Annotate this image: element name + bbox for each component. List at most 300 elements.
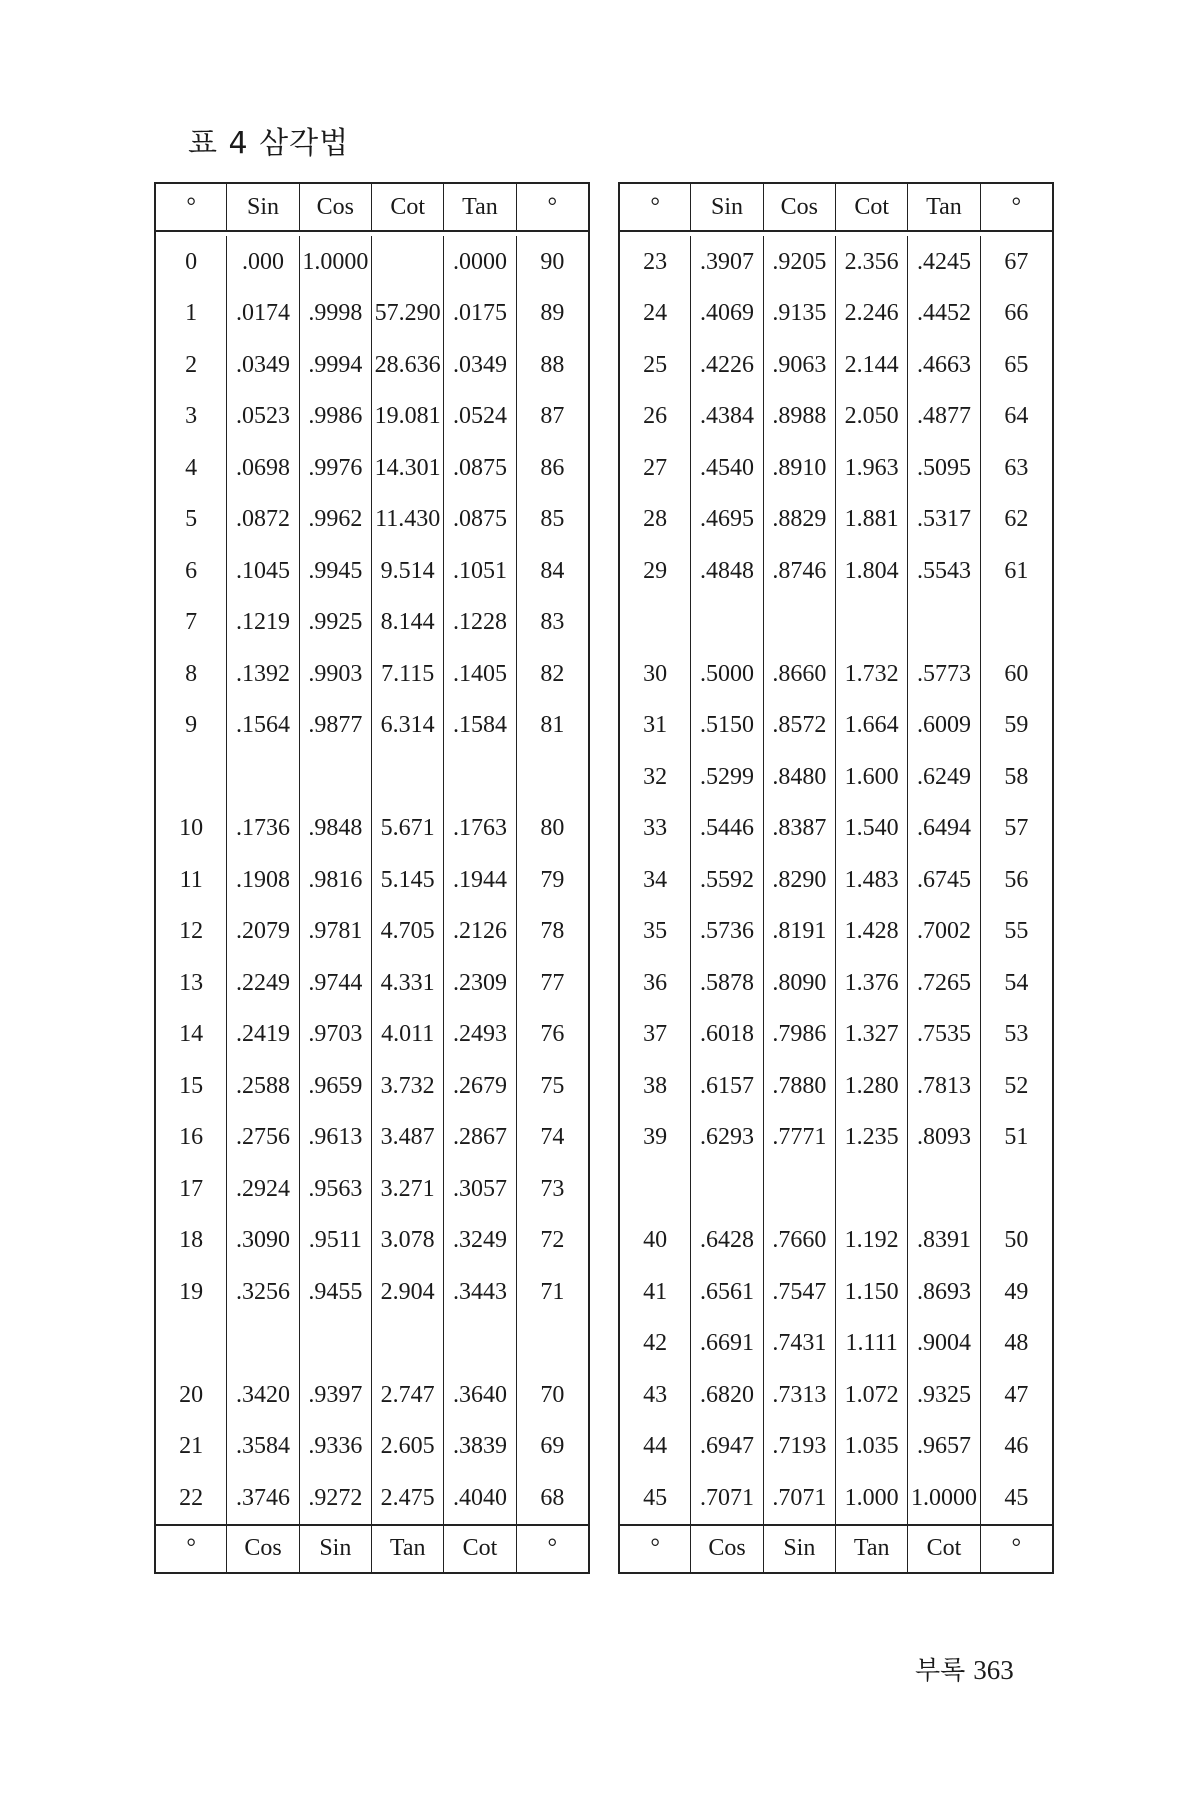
table-cell: .8660 [764, 648, 836, 700]
table-row [156, 854, 588, 906]
table-row [156, 1112, 588, 1164]
table-cell: .8191 [764, 906, 836, 958]
table-row [156, 391, 588, 443]
table-cell: 1.881 [836, 494, 908, 546]
table-cell: 3.487 [372, 1112, 444, 1164]
table-row [156, 494, 588, 546]
table-cell: 74 [540, 1124, 565, 1150]
table-cell: 15 [156, 1060, 227, 1112]
table-cell: 29 [620, 545, 691, 597]
table-cell: 70 [540, 1381, 565, 1408]
table-cell: 1.376 [836, 957, 908, 1009]
table-cell: .9659 [300, 1060, 372, 1112]
table-row [156, 1472, 588, 1524]
table-cell: 55 [1004, 918, 1029, 944]
table-cell [691, 1163, 763, 1215]
table-row [620, 1421, 1052, 1473]
table-cell: 79 [540, 866, 565, 893]
table-cell: 33 [620, 803, 691, 855]
table-cell [372, 751, 444, 803]
table-cell: .6494 [908, 803, 980, 855]
footer-label: 부록 [915, 1656, 966, 1686]
table-cell: .3249 [444, 1215, 516, 1267]
table-cell: 4 [156, 442, 227, 494]
table-cell: .3839 [444, 1421, 516, 1473]
table-cell [981, 1163, 1052, 1215]
table-cell: .1736 [227, 803, 299, 855]
table-cell: .9657 [908, 1421, 980, 1473]
table-cell: 65 [1004, 351, 1029, 378]
table-row [156, 1318, 588, 1370]
table-cell: 59 [1004, 712, 1029, 738]
table-cell [300, 1318, 372, 1370]
table-cell: 30 [620, 648, 691, 700]
table-cell: 2 [156, 339, 227, 391]
table-cell: 85 [540, 506, 565, 532]
table-row [620, 236, 1052, 288]
header-cell: Tan [444, 184, 516, 230]
table-cell [836, 1163, 908, 1215]
table-cell: 7 [156, 597, 227, 649]
table-row [156, 1060, 588, 1112]
table-cell: .9816 [300, 854, 372, 906]
header-cell: ° [547, 193, 558, 220]
table-cell: .0349 [227, 339, 299, 391]
table-cell: 50 [1004, 1227, 1029, 1253]
header-cell: Cos [691, 1526, 763, 1572]
table-cell: 43 [620, 1369, 691, 1421]
table-cell: .7071 [691, 1472, 763, 1524]
table-cell: 1.540 [836, 803, 908, 855]
table-cell: .2126 [444, 906, 516, 958]
table-cell: .9511 [300, 1215, 372, 1267]
table-cell: 5 [156, 494, 227, 546]
table-cell: 19.081 [372, 391, 444, 443]
table-cell: 37 [620, 1009, 691, 1061]
table-cell: 13 [156, 957, 227, 1009]
table-cell: .9004 [908, 1318, 980, 1370]
table-cell: .1405 [444, 648, 516, 700]
header-cell: ° [156, 1526, 227, 1572]
page-footer [915, 1650, 1014, 1687]
table-cell: .1564 [227, 700, 299, 752]
table-cell: 1.072 [836, 1369, 908, 1421]
table-row [620, 906, 1052, 958]
header-cell: Cos [227, 1526, 299, 1572]
table-row [156, 906, 588, 958]
table-cell: .9744 [300, 957, 372, 1009]
table-cell: 1.235 [836, 1112, 908, 1164]
table-row [620, 854, 1052, 906]
table-cell: .6157 [691, 1060, 763, 1112]
table-cell: .6009 [908, 700, 980, 752]
table-footer [156, 1524, 588, 1572]
table-cell: .8988 [764, 391, 836, 443]
table-cell: .9563 [300, 1163, 372, 1215]
table-cell: 90 [540, 248, 565, 275]
table-cell: 82 [540, 660, 565, 687]
table-cell: .9994 [300, 339, 372, 391]
table-cell [764, 1163, 836, 1215]
table-cell: .1392 [227, 648, 299, 700]
table-cell: .7547 [764, 1266, 836, 1318]
table-row [620, 803, 1052, 855]
table-row [156, 236, 588, 288]
table-cell: 47 [1004, 1381, 1029, 1408]
table-cell: 1 [156, 288, 227, 340]
table-row [620, 1163, 1052, 1215]
table-cell: 32 [620, 751, 691, 803]
header-cell: Sin [691, 184, 763, 230]
table-cell: .2419 [227, 1009, 299, 1061]
table-row [620, 1215, 1052, 1267]
table-row [620, 1112, 1052, 1164]
table-cell: .5000 [691, 648, 763, 700]
table-row [156, 957, 588, 1009]
table-cell: .3057 [444, 1163, 516, 1215]
table-header [156, 184, 588, 232]
table-cell: .5543 [908, 545, 980, 597]
table-cell: 39 [620, 1112, 691, 1164]
table-cell: .8093 [908, 1112, 980, 1164]
table-row [156, 597, 588, 649]
table-row [156, 442, 588, 494]
table-cell: .9962 [300, 494, 372, 546]
table-cell: .0000 [444, 236, 516, 288]
table-cell: .7660 [764, 1215, 836, 1267]
table-cell: .5773 [908, 648, 980, 700]
header-cell: Cot [836, 184, 908, 230]
table-cell: 26 [620, 391, 691, 443]
table-cell: .2924 [227, 1163, 299, 1215]
header-cell: Sin [300, 1526, 372, 1572]
table-cell: 14.301 [372, 442, 444, 494]
table-cell: .6561 [691, 1266, 763, 1318]
table-cell: .0175 [444, 288, 516, 340]
header-cell: Cot [372, 184, 444, 230]
table-cell: 49 [1004, 1278, 1029, 1305]
table-cell: .4848 [691, 545, 763, 597]
table-cell: .7193 [764, 1421, 836, 1473]
table-cell: 1.327 [836, 1009, 908, 1061]
table-cell: 84 [540, 557, 565, 584]
table-cell: .9848 [300, 803, 372, 855]
table-cell: 4.331 [372, 957, 444, 1009]
table-row [156, 1266, 588, 1318]
table-row [620, 494, 1052, 546]
table-cell: .9336 [300, 1421, 372, 1473]
header-cell: ° [620, 1526, 691, 1572]
header-cell: Sin [227, 184, 299, 230]
table-cell: 1.963 [836, 442, 908, 494]
table-cell: .7813 [908, 1060, 980, 1112]
table-cell: .8391 [908, 1215, 980, 1267]
table-cell: .6249 [908, 751, 980, 803]
table-cell: .5317 [908, 494, 980, 546]
table-cell: .7771 [764, 1112, 836, 1164]
table-cell: .1763 [444, 803, 516, 855]
table-cell: 44 [620, 1421, 691, 1473]
table-cell: .0174 [227, 288, 299, 340]
table-cell: .4695 [691, 494, 763, 546]
table-cell: 34 [620, 854, 691, 906]
table-cell: .1944 [444, 854, 516, 906]
table-cell: 1.192 [836, 1215, 908, 1267]
header-cell: Tan [372, 1526, 444, 1572]
table-cell: 67 [1004, 248, 1029, 275]
table-cell [691, 597, 763, 649]
table-footer [620, 1524, 1052, 1572]
header-cell: ° [547, 1535, 558, 1562]
table-cell: .3907 [691, 236, 763, 288]
table-cell [981, 597, 1052, 649]
table-cell: 2.605 [372, 1421, 444, 1473]
table-row [156, 648, 588, 700]
table-cell: .2867 [444, 1112, 516, 1164]
table-cell: .9976 [300, 442, 372, 494]
table-row [620, 1318, 1052, 1370]
table-cell: .9613 [300, 1112, 372, 1164]
table-row [620, 1472, 1052, 1524]
table-cell: 28 [620, 494, 691, 546]
table-cell: .1908 [227, 854, 299, 906]
table-cell: .8693 [908, 1266, 980, 1318]
table-row [620, 339, 1052, 391]
table-body [156, 232, 588, 1524]
table-cell: 80 [540, 815, 565, 841]
table-cell: 4.705 [372, 906, 444, 958]
table-cell: 1.483 [836, 854, 908, 906]
table-cell: .6947 [691, 1421, 763, 1473]
table-cell: 88 [540, 351, 565, 378]
table-cell [908, 1163, 980, 1215]
table-row [620, 1060, 1052, 1112]
table-cell: 23 [620, 236, 691, 288]
table-cell: 63 [1004, 454, 1029, 481]
table-cell: 38 [620, 1060, 691, 1112]
header-cell: Cos [764, 184, 836, 230]
table-cell [517, 751, 588, 803]
table-cell: 78 [540, 918, 565, 944]
table-cell: 45 [620, 1472, 691, 1524]
table-cell: 40 [620, 1215, 691, 1267]
table-cell: 1.600 [836, 751, 908, 803]
table-cell: .5446 [691, 803, 763, 855]
table-row [156, 545, 588, 597]
table-cell: 46 [1004, 1433, 1029, 1459]
table-row [156, 751, 588, 803]
table-cell: .9703 [300, 1009, 372, 1061]
table-cell: .5095 [908, 442, 980, 494]
table-cell: 12 [156, 906, 227, 958]
table-cell: .6691 [691, 1318, 763, 1370]
table-cell [227, 1318, 299, 1370]
table-row [620, 545, 1052, 597]
table-header [620, 184, 1052, 232]
table-cell: 57.290 [372, 288, 444, 340]
table-cell: 75 [540, 1072, 565, 1099]
table-cell: .4452 [908, 288, 980, 340]
table-cell: 89 [540, 300, 565, 326]
header-cell: ° [1011, 1535, 1022, 1562]
table-cell: 61 [1004, 557, 1029, 584]
header-cell: Sin [764, 1526, 836, 1572]
table-cell: 2.904 [372, 1266, 444, 1318]
table-cell: 48 [1004, 1330, 1029, 1356]
table-cell: 3 [156, 391, 227, 443]
table-cell: 1.664 [836, 700, 908, 752]
table-cell [517, 1318, 588, 1370]
table-cell: 83 [540, 609, 565, 635]
table-cell: .6293 [691, 1112, 763, 1164]
table-cell: 72 [540, 1227, 565, 1253]
header-cell: ° [620, 184, 691, 230]
table-cell: 56 [1004, 866, 1029, 893]
table-cell: .7002 [908, 906, 980, 958]
table-cell: 57 [1004, 815, 1029, 841]
table-cell: .1584 [444, 700, 516, 752]
table-cell: .0349 [444, 339, 516, 391]
table-cell: .3640 [444, 1369, 516, 1421]
page-number: 363 [973, 1655, 1014, 1685]
table-cell: 5.671 [372, 803, 444, 855]
table-cell: 1.280 [836, 1060, 908, 1112]
table-cell: .8387 [764, 803, 836, 855]
table-cell: .0872 [227, 494, 299, 546]
table-cell: .000 [227, 236, 299, 288]
table-cell: 1.804 [836, 545, 908, 597]
table-cell: 21 [156, 1421, 227, 1473]
table-cell [156, 751, 227, 803]
table-cell: .4226 [691, 339, 763, 391]
table-cell: .7071 [764, 1472, 836, 1524]
table-cell: 31 [620, 700, 691, 752]
table-row [620, 648, 1052, 700]
header-cell: ° [156, 184, 227, 230]
table-cell: .9325 [908, 1369, 980, 1421]
table-cell: .5299 [691, 751, 763, 803]
table-cell: 8.144 [372, 597, 444, 649]
table-cell: 17 [156, 1163, 227, 1215]
table-cell: .8746 [764, 545, 836, 597]
table-cell [444, 751, 516, 803]
table-cell: 6 [156, 545, 227, 597]
table-cell: .6428 [691, 1215, 763, 1267]
table-cell: .4540 [691, 442, 763, 494]
table-cell: 9.514 [372, 545, 444, 597]
table-cell: .3256 [227, 1266, 299, 1318]
table-cell: .7431 [764, 1318, 836, 1370]
table-cell: 35 [620, 906, 691, 958]
table-cell: 66 [1004, 300, 1029, 326]
table-row [156, 700, 588, 752]
table-cell [372, 1318, 444, 1370]
table-cell: 60 [1004, 660, 1029, 687]
table-cell: 2.356 [836, 236, 908, 288]
table-cell: .1219 [227, 597, 299, 649]
table-cell: .9205 [764, 236, 836, 288]
table-cell: .2309 [444, 957, 516, 1009]
table-cell: .4245 [908, 236, 980, 288]
table-cell: 3.271 [372, 1163, 444, 1215]
table-cell: 86 [540, 454, 565, 481]
table-cell: .4877 [908, 391, 980, 443]
table-cell: .9998 [300, 288, 372, 340]
table-cell: 7.115 [372, 648, 444, 700]
table-cell: 73 [540, 1175, 565, 1202]
table-cell: 11 [156, 854, 227, 906]
table-cell: .4384 [691, 391, 763, 443]
table-body [620, 232, 1052, 1524]
table-cell: 1.0000 [908, 1472, 980, 1524]
table-cell: 10 [156, 803, 227, 855]
table-cell [908, 597, 980, 649]
table-cell: .6018 [691, 1009, 763, 1061]
table-cell: .6820 [691, 1369, 763, 1421]
table-cell: .9397 [300, 1369, 372, 1421]
table-cell: .8910 [764, 442, 836, 494]
table-row [620, 442, 1052, 494]
table-cell: 11.430 [372, 494, 444, 546]
table-cell: .7986 [764, 1009, 836, 1061]
table-cell: 28.636 [372, 339, 444, 391]
table-cell: .4663 [908, 339, 980, 391]
table-cell: .2079 [227, 906, 299, 958]
table-cell: 81 [540, 712, 565, 738]
table-cell: 8 [156, 648, 227, 700]
table-cell [444, 1318, 516, 1370]
table-cell: 3.732 [372, 1060, 444, 1112]
table-cell: 1.428 [836, 906, 908, 958]
header-cell: Cot [444, 1526, 516, 1572]
table-cell: 53 [1004, 1021, 1029, 1047]
header-cell: Tan [908, 184, 980, 230]
table-row [620, 391, 1052, 443]
table-cell: .4040 [444, 1472, 516, 1524]
table-cell: 25 [620, 339, 691, 391]
table-cell: .5878 [691, 957, 763, 1009]
table-cell: .9272 [300, 1472, 372, 1524]
table-row [620, 597, 1052, 649]
table-cell: 2.475 [372, 1472, 444, 1524]
table-cell: .8572 [764, 700, 836, 752]
table-cell: 64 [1004, 403, 1029, 429]
table-cell [372, 236, 444, 288]
table-cell: .8480 [764, 751, 836, 803]
table-cell: .2493 [444, 1009, 516, 1061]
table-cell: 9 [156, 700, 227, 752]
table-row [620, 1369, 1052, 1421]
table-cell [156, 1318, 227, 1370]
table-cell: .9063 [764, 339, 836, 391]
header-cell: Tan [836, 1526, 908, 1572]
table-cell: .8090 [764, 957, 836, 1009]
table-cell: 41 [620, 1266, 691, 1318]
table-row [156, 803, 588, 855]
table-cell: 4.011 [372, 1009, 444, 1061]
table-cell: .0875 [444, 494, 516, 546]
table-cell: .3584 [227, 1421, 299, 1473]
table-cell: 22 [156, 1472, 227, 1524]
table-row [620, 751, 1052, 803]
table-cell: 52 [1004, 1072, 1029, 1099]
table-cell: .9903 [300, 648, 372, 700]
table-cell: 77 [540, 969, 565, 996]
table-cell: .7880 [764, 1060, 836, 1112]
table-cell: .2679 [444, 1060, 516, 1112]
table-cell [227, 751, 299, 803]
table-cell: 1.111 [836, 1318, 908, 1370]
